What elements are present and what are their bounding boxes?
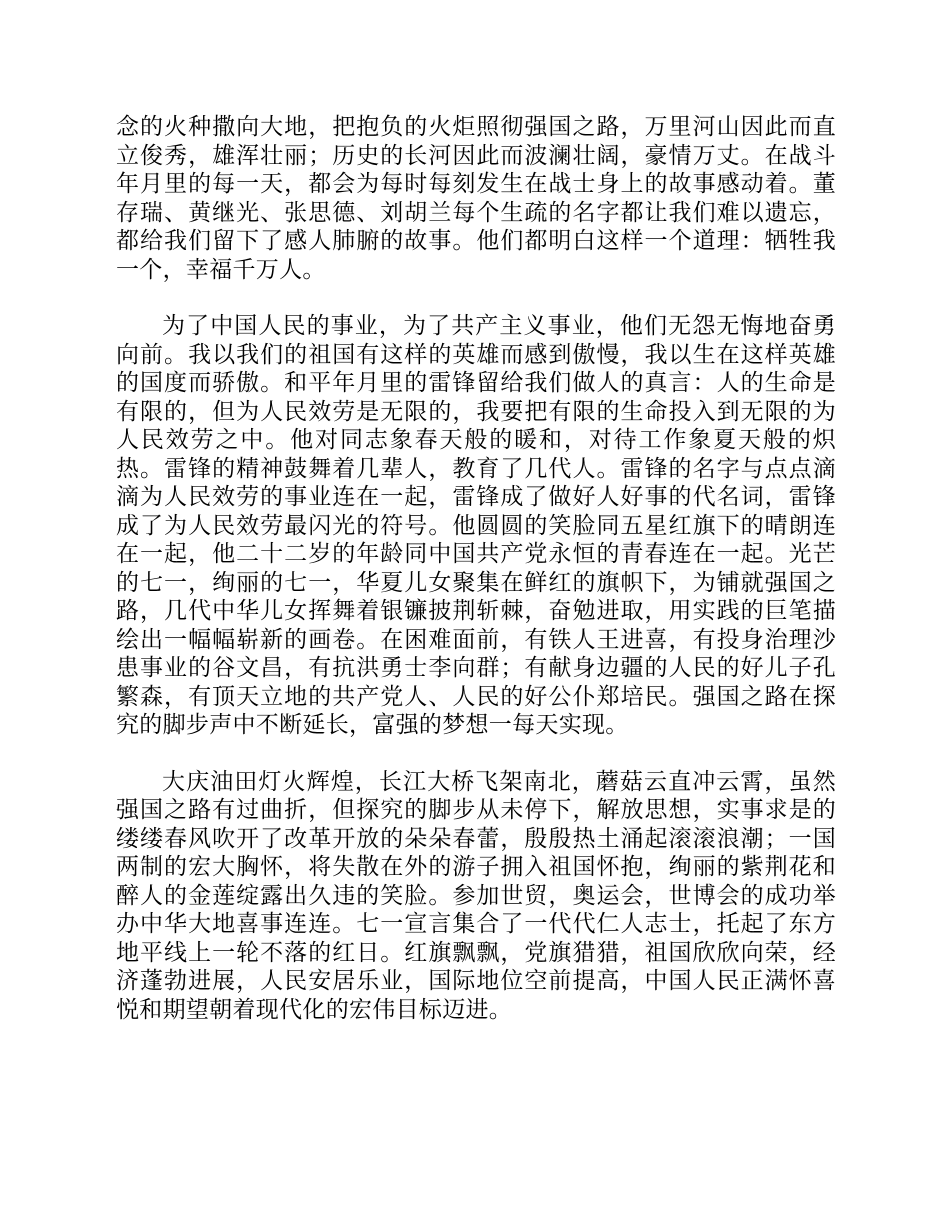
paragraph-2: 为了中国人民的事业，为了共产主义事业，他们无怨无悔地奋勇向前。我以我们的祖国有这样的英雄而感到傲慢，我以生在这样英雄的国度而骄傲。和平年月里的雷锋留给我们做人的真言：人的生命是有限的，但为人民效劳是无限的，我要把有限的生命投入到无限的为人民效劳之中。他对同志象春天般的暖和，对待工作象夏天般的炽热。雷锋的精神鼓舞着几辈人，教育了几代人。雷锋的名字与点点滴滴为人民效劳的事业连在一起，雷锋成了做好人好事的代名词，雷锋成了为人民效劳最闪光的符号。他圆圆的笑脸同五星红旗下的晴朗连在一起，他二十二岁的年龄同中国共产党永恒的青春连在一起。光芒的七一，绚丽的七一，华夏儿女聚集在鲜红的旗帜下，为铺就强国之路，几代中华儿女挥舞着银镰披荆斩棘，奋勉进取，用实践的巨笔描绘出一幅幅崭新的画卷。在困难面前，有铁人王进喜，有投身治理沙患事业的谷文昌，有抗洪勇士李向群；有献身边疆的人民的好儿子孔繁森，有顶天立地的共产党人、人民的好公仆郑培民。强国之路在探究的脚步声中不断延长，富强的梦想一每天实现。 <box>116 313 836 738</box>
document-page <box>116 113 836 1024</box>
paragraph-3: 大庆油田灯火辉煌，长江大桥飞架南北，蘑菇云直冲云霄，虽然强国之路有过曲折，但探究的脚步从未停下，解放思想，实事求是的缕缕春风吹开了改革开放的朵朵春蕾，殷殷热土涌起滚滚浪潮；一国两制的宏大胸怀，将失散在外的游子拥入祖国怀抱，绚丽的紫荆花和醉人的金莲绽露出久违的笑脸。参加世贸，奥运会，世博会的成功举办中华大地喜事连连。七一宣言集合了一代代仁人志士，托起了东方地平线上一轮不落的红日。红旗飘飘，党旗猎猎，祖国欣欣向荣，经济蓬勃进展，人民安居乐业，国际地位空前提高，中国人民正满怀喜悦和期望朝着现代化的宏伟目标迈进。 <box>116 768 836 1023</box>
paragraph-1: 念的火种撒向大地，把抱负的火炬照彻强国之路，万里河山因此而直立俊秀，雄浑壮丽；历史的长河因此而波澜壮阔，豪情万丈。在战斗年月里的每一天，都会为每时每刻发生在战士身上的故事感动着。董存瑞、黄继光、张思德、刘胡兰每个生疏的名字都让我们难以遗忘，都给我们留下了感人肺腑的故事。他们都明白这样一个道理：牺牲我一个，幸福千万人。 <box>116 114 836 283</box>
